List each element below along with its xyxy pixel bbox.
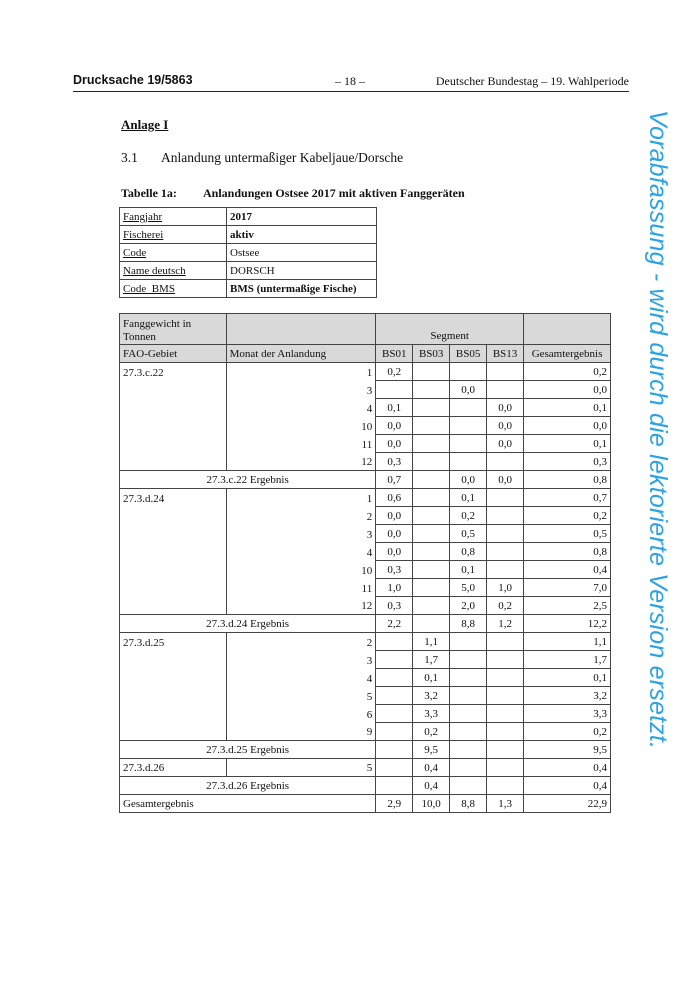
segment-value-cell — [450, 669, 487, 687]
table-row — [120, 363, 611, 381]
month-cell: 3 — [226, 381, 376, 399]
header-empty — [524, 314, 611, 345]
month-cell: 6 — [226, 705, 376, 723]
info-table — [119, 207, 377, 298]
segment-value-cell: 9,5 — [413, 741, 450, 759]
segment-value-cell: 0,0 — [450, 381, 487, 399]
table-row — [120, 525, 611, 543]
segment-value-cell: 0,2 — [487, 597, 524, 615]
subtotal-row — [120, 615, 611, 633]
header-weight: Fanggewicht in Tonnen — [120, 314, 227, 345]
grand-total-row — [120, 795, 611, 813]
segment-value-cell: 0,0 — [450, 471, 487, 489]
segment-value-cell — [450, 759, 487, 777]
info-row — [120, 226, 377, 244]
table-row — [120, 435, 611, 453]
segment-value-cell — [450, 777, 487, 795]
segment-value-cell — [413, 381, 450, 399]
header-fao: FAO-Gebiet — [120, 345, 227, 363]
segment-value-cell — [413, 363, 450, 381]
segment-value-cell — [413, 435, 450, 453]
month-cell: 11 — [226, 435, 376, 453]
segment-value-cell — [450, 633, 487, 651]
table-row — [120, 381, 611, 399]
segment-value-cell: 0,0 — [487, 399, 524, 417]
segment-value-cell: 2,2 — [376, 615, 413, 633]
fao-area-cell — [120, 435, 227, 453]
header-bs03: BS03 — [413, 345, 450, 363]
month-cell: 10 — [226, 561, 376, 579]
table-row — [120, 453, 611, 471]
fao-area-cell — [120, 399, 227, 417]
fao-area-cell — [120, 723, 227, 741]
total-value-cell: 0,8 — [524, 471, 611, 489]
segment-value-cell — [487, 453, 524, 471]
segment-value-cell — [413, 561, 450, 579]
total-value-cell: 0,4 — [524, 561, 611, 579]
table-caption — [121, 186, 465, 201]
month-cell: 2 — [226, 507, 376, 525]
table-row — [120, 507, 611, 525]
month-cell: 1 — [226, 363, 376, 381]
header-total: Gesamtergebnis — [524, 345, 611, 363]
total-value-cell: 0,0 — [524, 417, 611, 435]
fao-area-cell — [120, 705, 227, 723]
info-row — [120, 208, 377, 226]
month-cell: 4 — [226, 543, 376, 561]
total-value-cell: 0,2 — [524, 723, 611, 741]
total-value-cell: 9,5 — [524, 741, 611, 759]
table-row — [120, 399, 611, 417]
watermark-text: Vorabfassung - wird durch die lektorierte Version ersetzt. — [644, 110, 672, 750]
fao-area-cell — [120, 543, 227, 561]
fao-area-cell — [120, 669, 227, 687]
segment-value-cell — [487, 561, 524, 579]
segment-value-cell — [487, 525, 524, 543]
segment-value-cell: 0,1 — [450, 489, 487, 507]
segment-value-cell — [487, 489, 524, 507]
fao-area-cell — [120, 381, 227, 399]
segment-value-cell: 0,4 — [413, 759, 450, 777]
segment-value-cell: 0,0 — [376, 417, 413, 435]
parliament-period: Deutscher Bundestag – 19. Wahlperiode — [435, 74, 629, 88]
table-row — [120, 705, 611, 723]
table-row — [120, 687, 611, 705]
page-number: – 18 – — [335, 74, 365, 88]
segment-value-cell: 0,0 — [376, 543, 413, 561]
segment-value-cell — [413, 453, 450, 471]
total-value-cell: 0,8 — [524, 543, 611, 561]
month-cell: 4 — [226, 399, 376, 417]
info-key: Fischerei — [120, 226, 227, 244]
total-value-cell: 0,2 — [524, 507, 611, 525]
segment-value-cell — [376, 633, 413, 651]
table-row — [120, 561, 611, 579]
subtotal-row — [120, 777, 611, 795]
segment-value-cell — [376, 723, 413, 741]
info-row — [120, 244, 377, 262]
header-bs05: BS05 — [450, 345, 487, 363]
month-cell: 2 — [226, 633, 376, 651]
segment-value-cell: 0,0 — [487, 417, 524, 435]
month-cell: 12 — [226, 453, 376, 471]
segment-value-cell: 2,9 — [376, 795, 413, 813]
fao-area-cell — [120, 687, 227, 705]
segment-value-cell — [450, 651, 487, 669]
segment-value-cell — [413, 525, 450, 543]
segment-value-cell: 8,8 — [450, 615, 487, 633]
segment-value-cell — [450, 363, 487, 381]
segment-value-cell — [450, 723, 487, 741]
info-value: 2017 — [227, 208, 377, 226]
info-value: Ostsee — [227, 244, 377, 262]
segment-value-cell: 0,0 — [487, 471, 524, 489]
total-value-cell: 0,3 — [524, 453, 611, 471]
annex-heading: Anlage I — [121, 117, 169, 132]
segment-value-cell: 2,0 — [450, 597, 487, 615]
segment-value-cell — [413, 471, 450, 489]
table-row — [120, 579, 611, 597]
total-value-cell: 0,7 — [524, 489, 611, 507]
month-cell: 9 — [226, 723, 376, 741]
segment-value-cell: 1,3 — [487, 795, 524, 813]
table-row — [120, 543, 611, 561]
fao-area-cell: 27.3.d.24 — [120, 489, 227, 507]
total-value-cell: 1,1 — [524, 633, 611, 651]
segment-value-cell: 0,2 — [413, 723, 450, 741]
total-value-cell: 0,0 — [524, 381, 611, 399]
info-key: Name deutsch — [120, 262, 227, 280]
subtotal-label: 27.3.d.26 Ergebnis — [120, 777, 376, 795]
draft-watermark — [643, 110, 685, 890]
total-value-cell: 12,2 — [524, 615, 611, 633]
info-key: Fangjahr — [120, 208, 227, 226]
segment-value-cell — [376, 705, 413, 723]
segment-value-cell — [376, 759, 413, 777]
header-bs01: BS01 — [376, 345, 413, 363]
section-number: 3.1 — [121, 150, 138, 165]
segment-value-cell: 0,5 — [450, 525, 487, 543]
header-month: Monat der Anlandung — [226, 345, 376, 363]
segment-value-cell — [487, 381, 524, 399]
segment-value-cell: 0,3 — [376, 561, 413, 579]
landings-table — [119, 313, 611, 813]
segment-value-cell: 0,3 — [376, 453, 413, 471]
segment-value-cell — [413, 417, 450, 435]
fao-area-cell — [120, 507, 227, 525]
month-cell: 12 — [226, 597, 376, 615]
segment-value-cell — [413, 543, 450, 561]
segment-value-cell — [487, 633, 524, 651]
info-key: Code_BMS — [120, 280, 227, 298]
header-segment: Segment — [376, 314, 524, 345]
fao-area-cell — [120, 561, 227, 579]
segment-value-cell: 0,3 — [376, 597, 413, 615]
segment-value-cell: 1,2 — [487, 615, 524, 633]
segment-value-cell — [450, 435, 487, 453]
month-cell: 1 — [226, 489, 376, 507]
month-cell: 10 — [226, 417, 376, 435]
section-title: Anlandung untermaßiger Kabeljaue/Dorsche — [161, 150, 404, 165]
table-row — [120, 417, 611, 435]
grand-total-label: Gesamtergebnis — [120, 795, 376, 813]
segment-value-cell: 0,7 — [376, 471, 413, 489]
table-row — [120, 597, 611, 615]
fao-area-cell — [120, 597, 227, 615]
info-value: aktiv — [227, 226, 377, 244]
segment-value-cell — [450, 399, 487, 417]
subtotal-label: 27.3.d.25 Ergebnis — [120, 741, 376, 759]
subtotal-row — [120, 471, 611, 489]
segment-value-cell: 1,0 — [487, 579, 524, 597]
table-label: Tabelle 1a: — [121, 186, 177, 200]
segment-value-cell — [487, 543, 524, 561]
table-title: Anlandungen Ostsee 2017 mit aktiven Fanggeräten — [203, 186, 465, 200]
segment-value-cell — [487, 723, 524, 741]
info-key: Code — [120, 244, 227, 262]
month-cell: 5 — [226, 687, 376, 705]
total-value-cell: 0,1 — [524, 399, 611, 417]
section-heading — [121, 150, 403, 166]
segment-value-cell — [376, 741, 413, 759]
segment-value-cell: 10,0 — [413, 795, 450, 813]
segment-value-cell: 0,2 — [376, 363, 413, 381]
info-value: DORSCH — [227, 262, 377, 280]
segment-value-cell — [376, 381, 413, 399]
segment-value-cell: 0,0 — [376, 435, 413, 453]
total-value-cell: 3,3 — [524, 705, 611, 723]
fao-area-cell — [120, 651, 227, 669]
month-cell: 5 — [226, 759, 376, 777]
document-number: Drucksache 19/5863 — [73, 73, 193, 87]
segment-value-cell — [487, 363, 524, 381]
segment-value-cell — [450, 741, 487, 759]
month-cell: 3 — [226, 525, 376, 543]
segment-value-cell: 5,0 — [450, 579, 487, 597]
header-empty — [226, 314, 376, 345]
segment-value-cell — [376, 687, 413, 705]
fao-area-cell — [120, 453, 227, 471]
fao-area-cell — [120, 579, 227, 597]
segment-value-cell — [487, 507, 524, 525]
segment-value-cell — [487, 777, 524, 795]
segment-value-cell: 0,0 — [376, 507, 413, 525]
subtotal-label: 27.3.c.22 Ergebnis — [120, 471, 376, 489]
segment-value-cell: 3,2 — [413, 687, 450, 705]
header-row-2 — [120, 345, 611, 363]
subtotal-row — [120, 741, 611, 759]
info-value: BMS (untermaßige Fische) — [227, 280, 377, 298]
segment-value-cell — [413, 489, 450, 507]
table-row — [120, 723, 611, 741]
page-header — [73, 73, 629, 92]
segment-value-cell: 1,0 — [376, 579, 413, 597]
segment-value-cell — [487, 687, 524, 705]
total-value-cell: 0,4 — [524, 777, 611, 795]
segment-value-cell: 0,0 — [376, 525, 413, 543]
segment-value-cell — [487, 741, 524, 759]
total-value-cell: 0,1 — [524, 669, 611, 687]
segment-value-cell — [376, 777, 413, 795]
segment-value-cell — [450, 417, 487, 435]
table-row — [120, 651, 611, 669]
segment-value-cell: 0,0 — [487, 435, 524, 453]
segment-value-cell: 1,1 — [413, 633, 450, 651]
total-value-cell: 0,5 — [524, 525, 611, 543]
segment-value-cell — [413, 597, 450, 615]
info-row — [120, 262, 377, 280]
fao-area-cell: 27.3.d.25 — [120, 633, 227, 651]
table-row — [120, 633, 611, 651]
total-value-cell: 3,2 — [524, 687, 611, 705]
segment-value-cell — [487, 759, 524, 777]
fao-area-cell: 27.3.c.22 — [120, 363, 227, 381]
info-row — [120, 280, 377, 298]
segment-value-cell — [413, 579, 450, 597]
segment-value-cell: 0,1 — [413, 669, 450, 687]
header-row-1 — [120, 314, 611, 345]
segment-value-cell — [487, 705, 524, 723]
month-cell: 4 — [226, 669, 376, 687]
table-row — [120, 489, 611, 507]
segment-value-cell — [450, 687, 487, 705]
total-value-cell: 0,1 — [524, 435, 611, 453]
segment-value-cell: 3,3 — [413, 705, 450, 723]
header-bs13: BS13 — [487, 345, 524, 363]
segment-value-cell: 0,4 — [413, 777, 450, 795]
subtotal-label: 27.3.d.24 Ergebnis — [120, 615, 376, 633]
total-value-cell: 0,4 — [524, 759, 611, 777]
fao-area-cell: 27.3.d.26 — [120, 759, 227, 777]
segment-value-cell: 0,1 — [450, 561, 487, 579]
segment-value-cell: 0,1 — [376, 399, 413, 417]
month-cell: 11 — [226, 579, 376, 597]
table-row — [120, 669, 611, 687]
segment-value-cell — [487, 669, 524, 687]
segment-value-cell: 8,8 — [450, 795, 487, 813]
fao-area-cell — [120, 525, 227, 543]
segment-value-cell — [413, 507, 450, 525]
segment-value-cell: 0,8 — [450, 543, 487, 561]
month-cell: 3 — [226, 651, 376, 669]
segment-value-cell — [487, 651, 524, 669]
total-value-cell: 0,2 — [524, 363, 611, 381]
total-value-cell: 7,0 — [524, 579, 611, 597]
table-row — [120, 759, 611, 777]
segment-value-cell: 1,7 — [413, 651, 450, 669]
segment-value-cell — [376, 651, 413, 669]
segment-value-cell — [413, 615, 450, 633]
segment-value-cell — [376, 669, 413, 687]
total-value-cell: 2,5 — [524, 597, 611, 615]
segment-value-cell — [450, 705, 487, 723]
total-value-cell: 22,9 — [524, 795, 611, 813]
segment-value-cell: 0,6 — [376, 489, 413, 507]
segment-value-cell — [450, 453, 487, 471]
segment-value-cell — [413, 399, 450, 417]
segment-value-cell: 0,2 — [450, 507, 487, 525]
total-value-cell: 1,7 — [524, 651, 611, 669]
fao-area-cell — [120, 417, 227, 435]
